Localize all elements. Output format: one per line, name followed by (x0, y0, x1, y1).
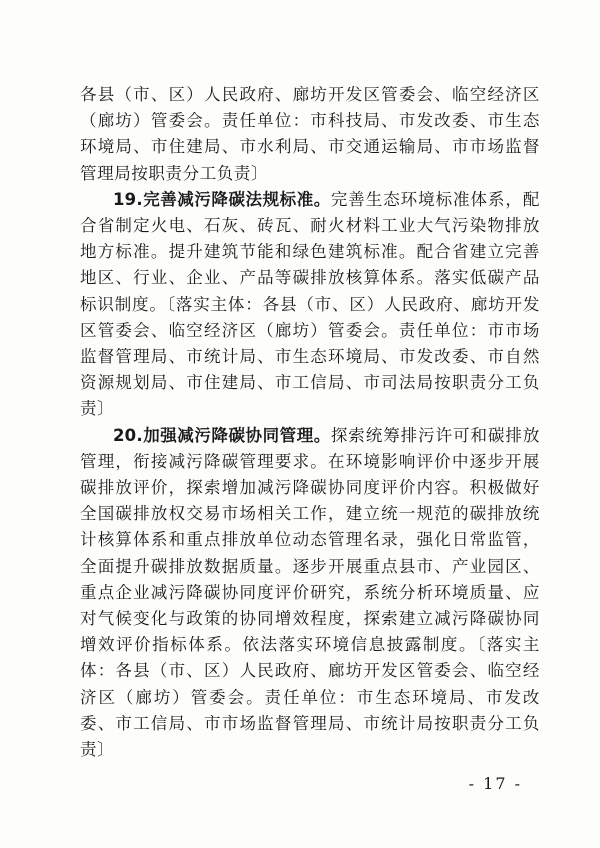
paragraph-heading: 19.完善减污降碳法规标准。 (113, 189, 331, 209)
paragraph-text: 探索统筹排污许可和碳排放管理，衔接减污降碳管理要求。在环境影响评价中逐步开展碳排放评价，探索增加减污降碳协同度评价内容。积极做好全国碳排放权交易市场相关工作，建立统一规范的碳排放统计核算体系和重点排放单位动态管理名录，强化日常监管，全面提升碳排放数据质量。逐步开展重点县市、产业园区、重点企业减污降碳协同度评价研究，系统分析环境质量、应对气候变化与政策的协同增效程度，探索建立减污降碳协同增效评价指标体系。依法落实环境信息披露制度。〔落实主体：各县（市、区）人民政府、廊坊开发区管委会、临空经济区（廊坊）管委会。责任单位：市生态环境局、市发改委、市工信局、市市场监督管理局、市统计局按职责分工负责〕 (80, 425, 540, 760)
page-number: - 17 - (468, 774, 522, 793)
paragraph-text: 各县（市、区）人民政府、廊坊开发区管委会、临空经济区（廊坊）管委会。责任单位：市科技局、市发改委、市生态环境局、市住建局、市水利局、市交通运输局、市市场监督管理局按职责分工负责〕 (80, 85, 540, 183)
document-body (80, 82, 540, 763)
paragraph-item-20 (80, 423, 540, 764)
paragraph-heading: 20.加强减污降碳协同管理。 (113, 425, 331, 445)
paragraph-item-19 (80, 187, 540, 423)
paragraph-continuation (80, 82, 540, 187)
paragraph-text: 完善生态环境标准体系，配合省制定火电、石灰、砖瓦、耐火材料工业大气污染物排放地方标准。提升建筑节能和绿色建筑标准。配合省建立完善地区、行业、企业、产品等碳排放核算体系。落实低碳产品标识制度。〔落实主体：各县（市、区）人民政府、廊坊开发区管委会、临空经济区（廊坊）管委会。责任单位：市市场监督管理局、市统计局、市生态环境局、市发改委、市自然资源规划局、市住建局、市工信局、市司法局按职责分工负责〕 (80, 189, 540, 419)
